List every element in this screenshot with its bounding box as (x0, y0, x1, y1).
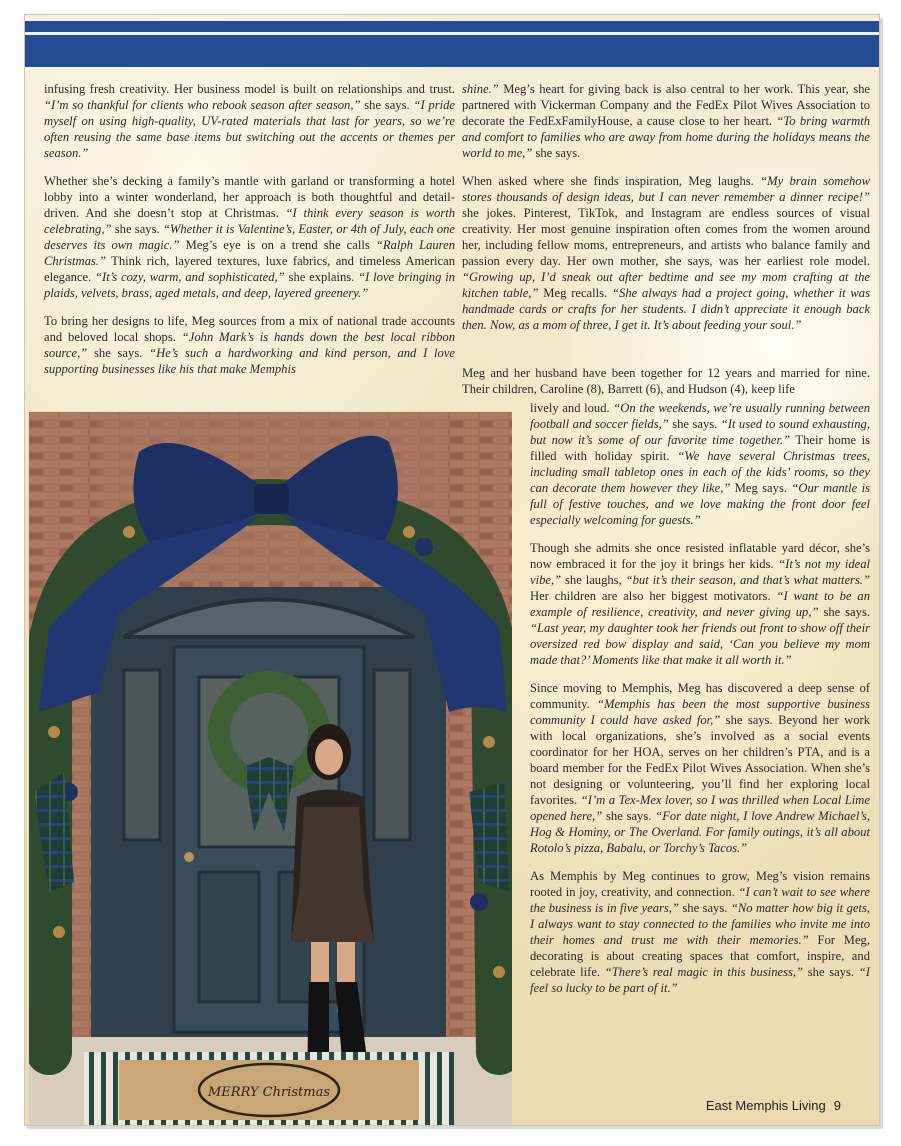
article-paragraph (44, 173, 455, 301)
quote-text: “I think every season is worth celebrating,” (44, 206, 455, 236)
article-paragraph (530, 540, 870, 668)
body-text: she says. (532, 146, 581, 160)
magazine-page (24, 14, 880, 1126)
quote-text: “Memphis has been the most supportive business community I could have asked for,” (530, 697, 870, 727)
article-paragraph (44, 81, 455, 161)
door-right-sidelight (374, 670, 410, 840)
quote-text: “My brain somehow stores thousands of design ideas, but I can never remember a dinner recipe!” (462, 174, 870, 204)
quote-text: “It used to sound exhausting, but now it’s some of our favorite time together.” (530, 417, 870, 447)
body-text: she says. Beyond her work with local organizations, she’s involved as a social events coordinator for her HOA, serves on her children’s PTA, and is a board member for the FedEx Pilot Wives Association. When she’s not designing or volunteering, you’ll find her exploring local favorites. (530, 713, 870, 807)
body-text: Her children are also her biggest motivators. (530, 589, 777, 603)
publication-name: East Memphis Living (705, 1098, 826, 1113)
article-paragraph (462, 81, 870, 161)
body-text: she says. (678, 901, 731, 915)
door-panel-left (199, 872, 259, 1002)
body-text: she says. (803, 965, 859, 979)
body-text: she explains. (284, 270, 359, 284)
front-door-photo (29, 412, 512, 1126)
quote-text: “There’s real magic in this business,” (604, 965, 804, 979)
body-text: she says. (111, 222, 163, 236)
doormat-text: MERRY Christmas (207, 1085, 331, 1100)
body-text: she laughs, (561, 573, 626, 587)
body-text: she jokes. Pinterest, TikTok, and Instagram are endless sources of visual creativity. Her most genuine inspiration often comes from the women around her, including fellow moms, entrepreneurs, and artists who balance family and passion every day. Her own mother, she says, was her earliest role model. (462, 206, 870, 268)
quote-text: “It’s not my ideal vibe,” (530, 557, 870, 587)
body-text: Meg’s eye is on a trend she calls (179, 238, 376, 252)
header-bar (25, 21, 880, 67)
body-text: she says. (602, 809, 656, 823)
body-text: Whether she’s decking a family’s mantle with garland or transforming a hotel lobby into a winter wonderland, her approach is both thoughtful and detail-driven. And she doesn’t stop at Christmas. (44, 174, 455, 220)
quote-text: “John Mark’s is hands down the best local ribbon source,” (44, 330, 455, 360)
quote-text: shine.” (462, 82, 499, 96)
body-text: Since moving to Memphis, Meg has discovered a deep sense of community. (530, 681, 870, 711)
body-text: Think rich, layered textures, luxe fabrics, and timeless American elegance. (44, 254, 455, 284)
quote-text: “She always had a project going, whether it was handmade cards or crafts for her students. I didn’t appreciate it enough back then. Now, as a mom of three, I get it. It’s about feeding your soul.” (462, 286, 870, 332)
body-text: she says. (87, 346, 150, 360)
article-paragraph (530, 868, 870, 996)
door-left-sidelight (124, 670, 160, 840)
quote-text: “Last year, my daughter took her friends out front to show off their oversized red bow display and said, ‘Can you believe my mom made that?’ Moments like that make it all worth it.” (530, 621, 870, 667)
article-paragraph (530, 680, 870, 856)
body-text: Meg says. (730, 481, 792, 495)
quote-text: “We have several Christmas trees, including small tabletop ones in each of the kids’ rooms, so they can decorate them however they like,” (530, 449, 870, 495)
quote-text: “Growing up, I’d sneak out after bedtime and see my mom crafting at the kitchen table,” (462, 270, 870, 300)
left-column (44, 81, 455, 389)
body-text: she says. (668, 417, 721, 431)
body-text: Meg recalls. (538, 286, 613, 300)
wrap-column (530, 400, 870, 1008)
body-text: Meg’s heart for giving back is also central to her work. This year, she partnered with Vickerman Company and the FedEx Pilot Wives Association to decorate the FedExFamilyHouse, a cause close to her heart. (462, 82, 870, 128)
page-footer (706, 1098, 841, 1113)
body-text: she says. (818, 605, 870, 619)
front-door-illustration (29, 412, 512, 1126)
body-text: For Meg, decorating is about creating spaces that comfort, inspire, and celebrate life. (530, 933, 870, 979)
article-paragraph (462, 173, 870, 333)
quote-text: “Our mantle is full of festive touches, and we love making the front door feel especially welcoming for guests.” (530, 481, 870, 527)
article-paragraph (44, 313, 455, 377)
quote-text: “I pride myself on using high-quality, UV-rated materials that last for years, so we’re often reusing the same base items but switching out the accents or themes per season.” (44, 98, 455, 160)
door-knob (184, 852, 194, 862)
body-text: she says. (360, 98, 414, 112)
quote-text: “I’m a Tex-Mex lover, so I was thrilled when Local Lime opened here,” (530, 793, 870, 823)
body-text: Their home is filled with holiday spirit. (530, 433, 870, 463)
quote-text: “I feel so lucky to be part of it.” (530, 965, 870, 995)
quote-text: “For date night, I love Andrew Michael’s, Hog & Hominy, or The Overland. For family outings, it’s all about Rotolo’s pizza, Babalu, or Torchy’s Tacos.” (530, 809, 871, 855)
header-stripe (25, 32, 880, 35)
right-column-top (462, 81, 870, 345)
page-number: 9 (833, 1098, 841, 1113)
body-text: When asked where she finds inspiration, Meg laughs. (462, 174, 761, 188)
article-paragraph (530, 400, 870, 528)
quote-text: “I’m so thankful for clients who rebook season after season,” (44, 98, 361, 112)
quote-text: “Ralph Lauren Christmas.” (44, 238, 455, 268)
quote-text: “I can’t wait to see where the business is in five years,” (530, 885, 870, 915)
quote-text: “On the weekends, we’re usually running between football and soccer fields,” (530, 401, 870, 431)
body-text: To bring her designs to life, Meg sources from a mix of national trade accounts and beloved local shops. (44, 314, 455, 344)
quote-text: “Whether it is Valentine’s, Easter, or 4th of July, each one deserves its own magic.” (44, 222, 455, 252)
quote-text: “but it’s their season, and that’s what matters.” (625, 573, 870, 587)
quote-text: “To bring warmth and comfort to families who are away from home during the holidays means the world to me,” (462, 114, 870, 160)
quote-text: “I want to be an example of resilience, creativity, and never giving up,” (530, 589, 870, 619)
quote-text: “No matter how big it gets, I always want to stay connected to the families who invite me into their homes and trust me with their memories.” (530, 901, 870, 947)
body-text: lively and loud. (530, 401, 614, 415)
quote-text: “It’s cozy, warm, and sophisticated,” (95, 270, 285, 284)
quote-text: “I love bringing in plaids, velvets, brass, aged metals, and deep, layered greenery.” (44, 270, 455, 300)
body-text: Though she admits she once resisted inflatable yard décor, she’s now embraced it for the joy it brings her kids. (530, 541, 870, 571)
body-text: As Memphis by Meg continues to grow, Meg’s vision remains rooted in joy, creativity, and connection. (530, 869, 870, 899)
body-text: infusing fresh creativity. Her business model is built on relationships and trust. (44, 82, 455, 96)
lead-paragraph: Meg and her husband have been together for 12 years and married for nine. Their children, Caroline (8), Barrett (6), and Hudson (4), keep life (462, 366, 870, 396)
quote-text: “He’s such a hardworking and kind person, and I love supporting businesses like his that make Memphis (44, 346, 456, 376)
